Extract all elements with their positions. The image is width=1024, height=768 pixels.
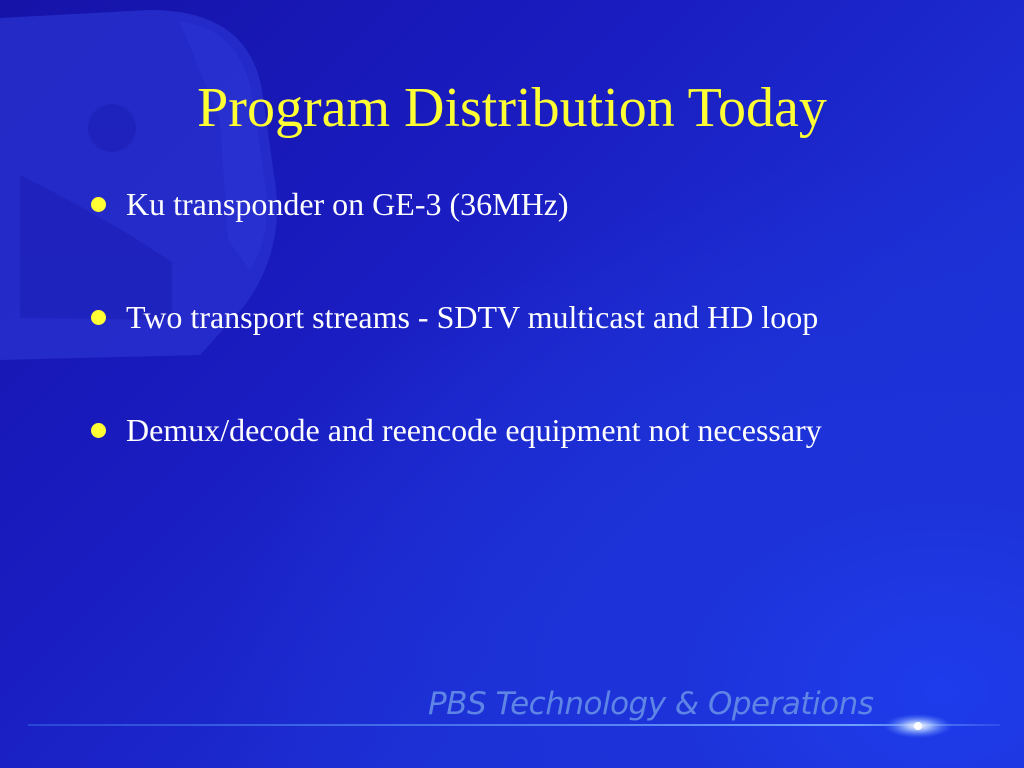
footer-brand-text: PBS Technology & Operations (428, 686, 874, 722)
bullet-text: Ku transponder on GE-3 (36MHz) (126, 186, 569, 222)
slide-title: Program Distribution Today (197, 77, 827, 139)
bullet-text: Demux/decode and reencode equipment not necessary (126, 412, 822, 448)
bullet-text: Two transport streams - SDTV multicast and HD loop (126, 299, 819, 335)
